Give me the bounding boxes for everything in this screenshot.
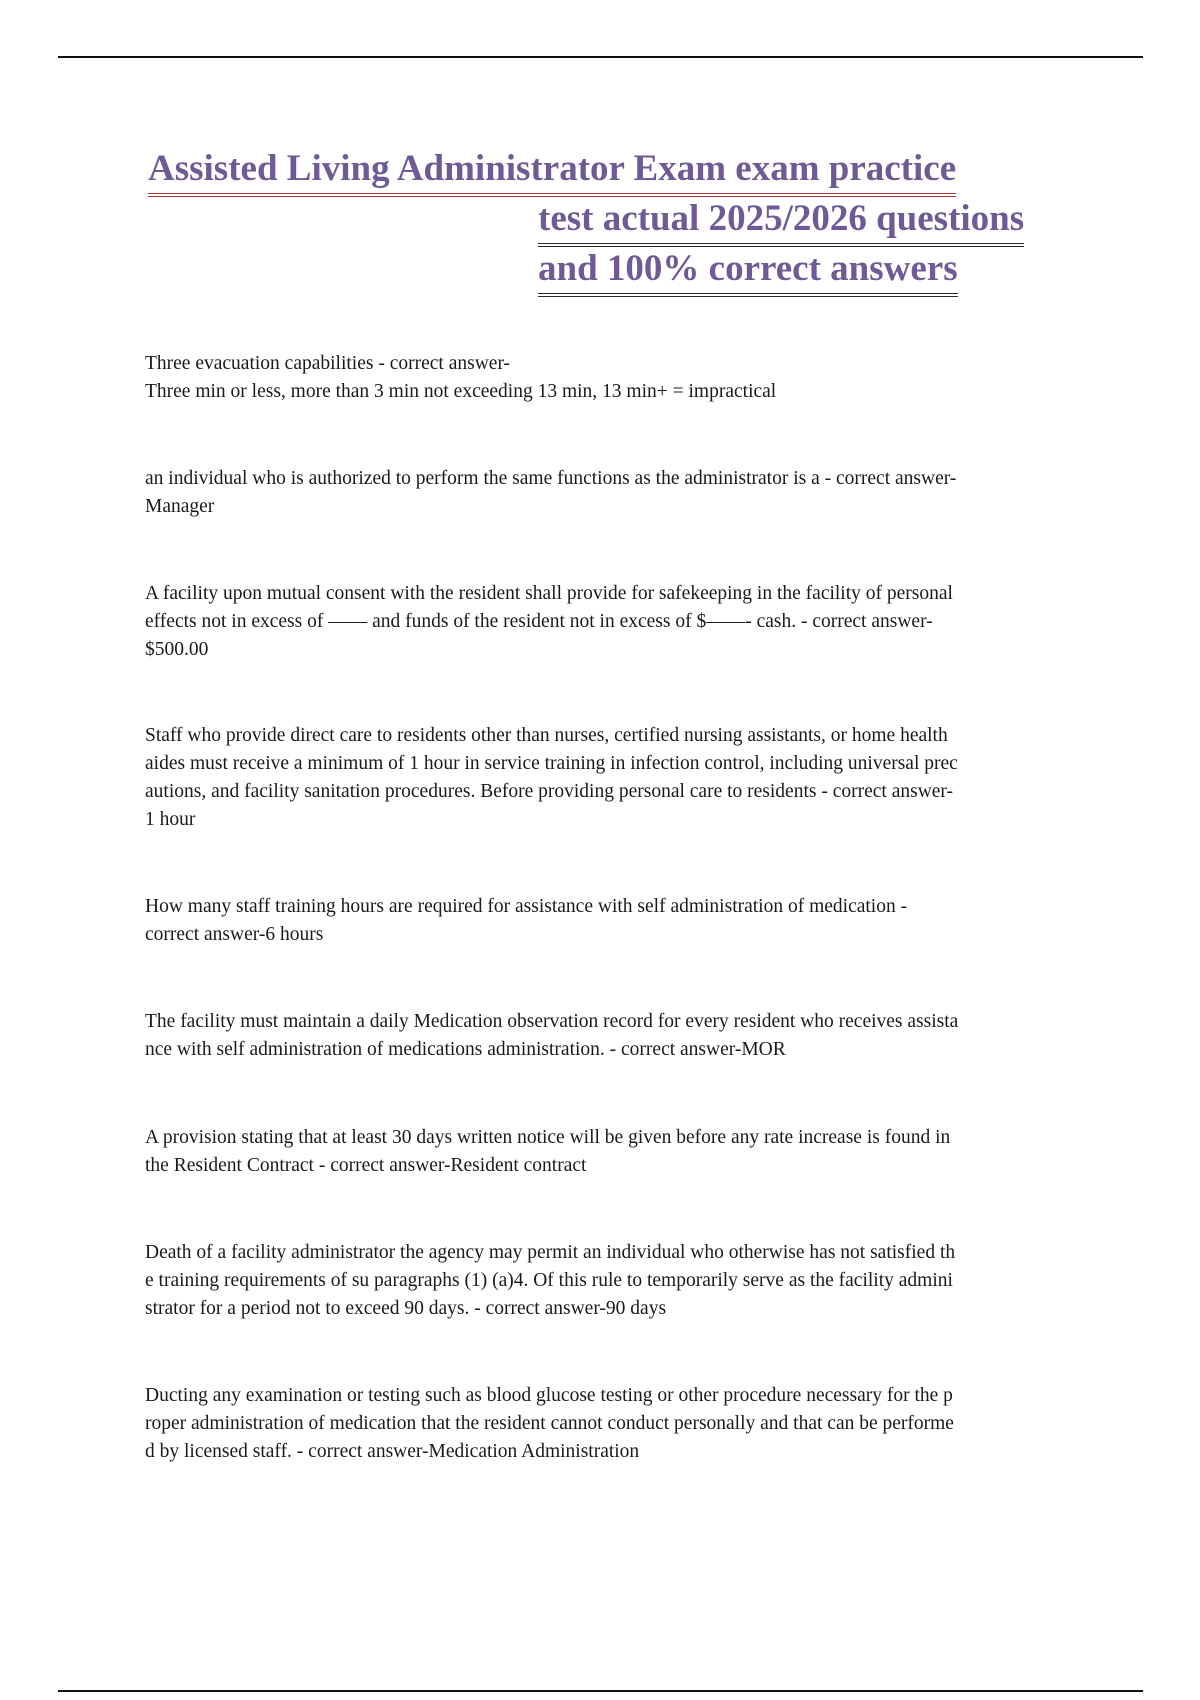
qa-block-medication-hours <box>145 893 1085 949</box>
footer-rule <box>58 1690 1143 1692</box>
qa-line: nce with self administration of medications administration. - correct answer-MOR <box>145 1039 786 1060</box>
qa-line: effects not in excess of —— and funds of the resident not in excess of $——- cash. - correct answer- <box>145 611 933 632</box>
qa-block-resident-contract <box>145 1124 1085 1180</box>
qa-line: correct answer-6 hours <box>145 924 324 945</box>
qa-line: Three evacuation capabilities - correct answer- <box>145 353 511 374</box>
qa-block-mor <box>145 1008 1085 1064</box>
document-title-line-2: test actual 2025/2026 questions <box>538 198 1024 247</box>
qa-block-infection-training <box>145 722 1085 834</box>
qa-block-90-days <box>145 1239 1085 1323</box>
qa-line: Three min or less, more than 3 min not exceeding 13 min, 13 min+ = impractical <box>145 381 777 402</box>
qa-line: the Resident Contract - correct answer-Resident contract <box>145 1155 587 1176</box>
qa-line: e training requirements of su paragraphs (1) (a)4. Of this rule to temporarily serve as the facility admini <box>145 1270 953 1291</box>
qa-line: strator for a period not to exceed 90 days. - correct answer-90 days <box>145 1298 667 1319</box>
qa-line: 1 hour <box>145 809 196 830</box>
qa-line: Ducting any examination or testing such as blood glucose testing or other procedure necessary for the p <box>145 1385 953 1406</box>
qa-block-manager <box>145 465 1085 521</box>
qa-line: d by licensed staff. - correct answer-Medication Administration <box>145 1441 640 1462</box>
qa-line: Death of a facility administrator the agency may permit an individual who otherwise has not satisfied th <box>145 1242 956 1263</box>
qa-block-safekeeping <box>145 580 1085 664</box>
qa-line: A provision stating that at least 30 days written notice will be given before any rate increase is found in <box>145 1127 951 1148</box>
header-rule <box>58 56 1143 58</box>
qa-line: Manager <box>145 496 215 517</box>
qa-line: How many staff training hours are required for assistance with self administration of medication - <box>145 896 908 917</box>
qa-block-medication-administration <box>145 1382 1085 1466</box>
qa-line: Staff who provide direct care to residents other than nurses, certified nursing assistants, or home health <box>145 725 948 746</box>
document-title-line-3: and 100% correct answers <box>538 248 958 297</box>
qa-line: aides must receive a minimum of 1 hour in service training in infection control, including universal prec <box>145 753 958 774</box>
qa-line: roper administration of medication that the resident cannot conduct personally and that can be performe <box>145 1413 954 1434</box>
qa-line: an individual who is authorized to perform the same functions as the administrator is a - correct answer- <box>145 468 957 489</box>
document-title-line-1: Assisted Living Administrator Exam exam practice <box>148 148 956 197</box>
qa-line: A facility upon mutual consent with the resident shall provide for safekeeping in the facility of personal <box>145 583 953 604</box>
qa-block-evacuation <box>145 350 1085 406</box>
qa-line: $500.00 <box>145 639 209 660</box>
qa-line: autions, and facility sanitation procedures. Before providing personal care to residents - correct answer- <box>145 781 954 802</box>
qa-line: The facility must maintain a daily Medication observation record for every resident who receives assista <box>145 1011 959 1032</box>
